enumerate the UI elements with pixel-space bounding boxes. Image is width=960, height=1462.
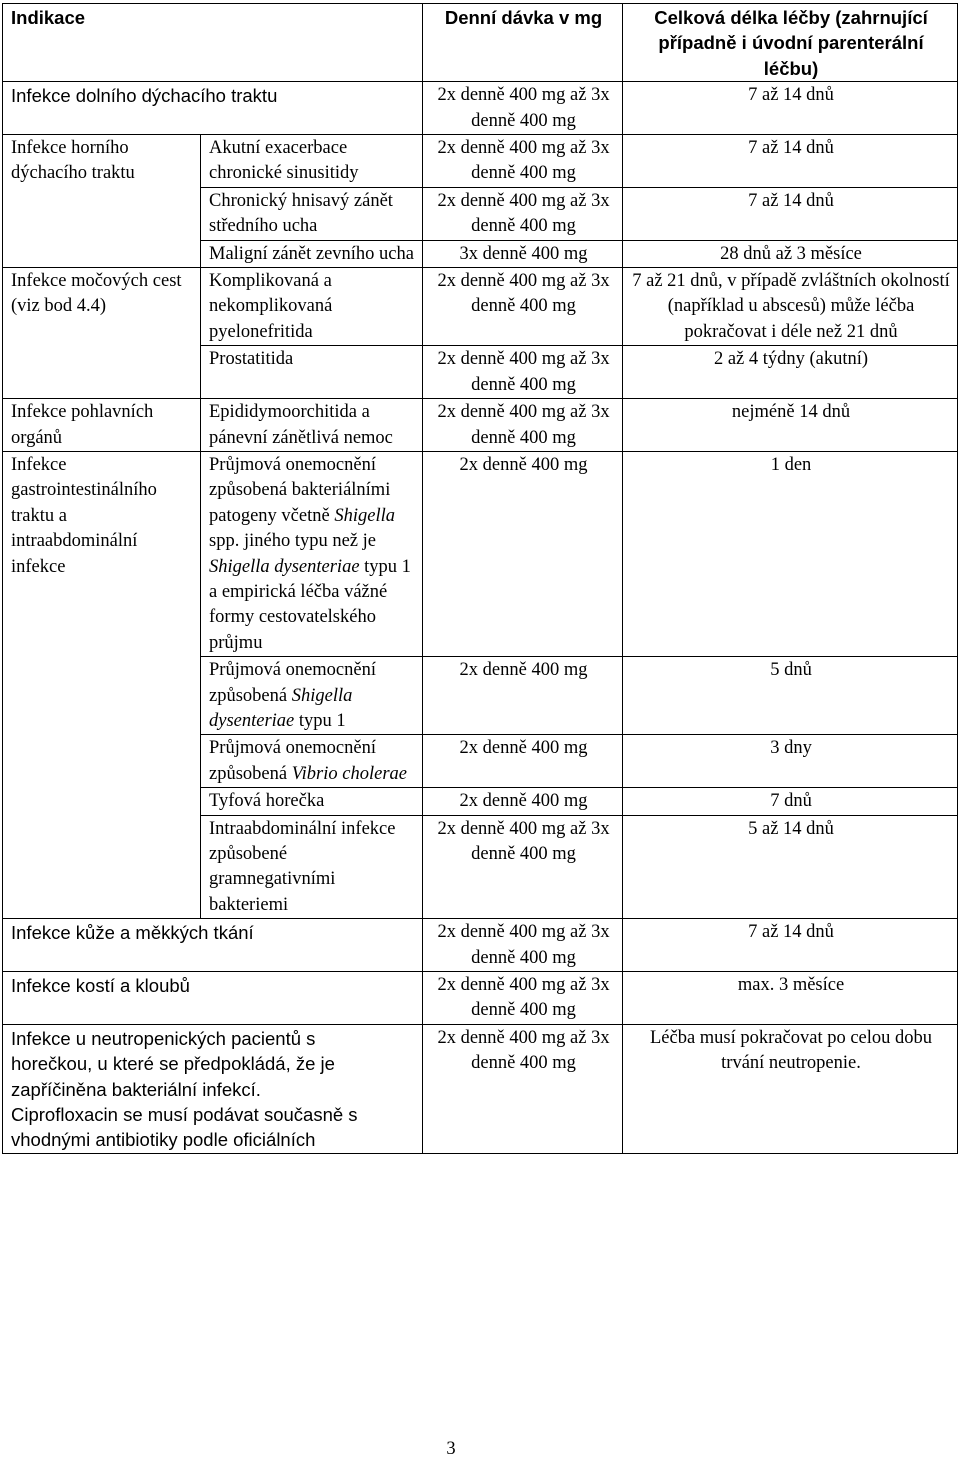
duration-cell: 7 dnů (623, 788, 958, 815)
dose-cell: 2x denně 400 mg (423, 788, 623, 815)
duration-cell: 28 dnů až 3 měsíce (623, 240, 958, 267)
table-row (3, 972, 958, 1025)
italic-organism: Vibrio cholerae (291, 763, 407, 784)
italic-organism: Shigella dysenteriae (209, 556, 360, 577)
group-urinary: Infekce močových cest (viz bod 4.4) (3, 268, 201, 399)
duration-cell: 1 den (623, 451, 958, 656)
dose-cell: 2x denně 400 mg až 3x denně 400 mg (423, 135, 623, 188)
duration-cell: 7 až 14 dnů (623, 135, 958, 188)
header-duration: Celková délka léčby (zahrnující případně i úvodní parenterální léčbu) (623, 4, 958, 82)
duration-cell: 3 dny (623, 735, 958, 788)
duration-cell: max. 3 měsíce (623, 972, 958, 1025)
text-part: Průjmová onemocnění způsobená (209, 738, 376, 784)
dose-cell: 2x denně 400 mg (423, 657, 623, 735)
dose-cell: 2x denně 400 mg až 3x denně 400 mg (423, 187, 623, 240)
group-gastrointestinal: Infekce gastrointestinálního traktu a intraabdominální infekce (3, 451, 201, 918)
indication-typhoid: Tyfová horečka (201, 788, 423, 815)
table-row (3, 919, 958, 972)
dose-cell: 2x denně 400 mg (423, 735, 623, 788)
indication-sinusitis: Akutní exacerbace chronické sinusitidy (201, 135, 423, 188)
duration-cell: Léčba musí pokračovat po celou dobu trvání neutropenie. (623, 1024, 958, 1153)
text-part: spp. jiného typu než je (209, 531, 376, 552)
dose-cell: 2x denně 400 mg až 3x denně 400 mg (423, 82, 623, 135)
indication-diarrhoea-shigella (201, 657, 423, 735)
duration-cell: 7 až 14 dnů (623, 82, 958, 135)
duration-cell: 7 až 21 dnů, v případě zvláštních okolností (například u abscesů) může léčba pokračovat i déle než 21 dnů (623, 268, 958, 346)
dose-cell: 2x denně 400 mg až 3x denně 400 mg (423, 1024, 623, 1153)
duration-cell: nejméně 14 dnů (623, 399, 958, 452)
indication-prostatitis: Prostatitida (201, 346, 423, 399)
table-row (3, 82, 958, 135)
indication-otitis-externa: Maligní zánět zevního ucha (201, 240, 423, 267)
dosage-table (2, 3, 958, 1154)
table-row (3, 135, 958, 188)
table-row (3, 1024, 958, 1153)
duration-cell: 7 až 14 dnů (623, 919, 958, 972)
text-part: Průjmová onemocnění způsobená (209, 660, 376, 706)
text-part: typu 1 (298, 710, 346, 731)
dose-cell: 2x denně 400 mg až 3x denně 400 mg (423, 919, 623, 972)
duration-cell: 2 až 4 týdny (akutní) (623, 346, 958, 399)
dose-cell: 2x denně 400 mg až 3x denně 400 mg (423, 972, 623, 1025)
header-row (3, 4, 958, 82)
group-upper-respiratory: Infekce horního dýchacího traktu (3, 135, 201, 268)
dose-cell: 2x denně 400 mg až 3x denně 400 mg (423, 268, 623, 346)
indication-diarrhoea-bacterial (201, 451, 423, 656)
header-indication: Indikace (3, 4, 423, 82)
dose-cell: 2x denně 400 mg (423, 451, 623, 656)
dose-cell: 2x denně 400 mg až 3x denně 400 mg (423, 399, 623, 452)
duration-cell: 7 až 14 dnů (623, 187, 958, 240)
text-part: typu 1 a empirická léčba vážné formy cestovatelského průjmu (209, 556, 411, 653)
italic-organism: Shigella dysenteriae (209, 685, 353, 731)
dose-cell: 2x denně 400 mg až 3x denně 400 mg (423, 815, 623, 919)
indication-bone: Infekce kostí a kloubů (3, 972, 423, 1025)
italic-organism: Shigella (334, 505, 395, 526)
table-row (3, 268, 958, 346)
duration-cell: 5 až 14 dnů (623, 815, 958, 919)
header-daily-dose: Denní dávka v mg (423, 4, 623, 82)
dose-cell: 3x denně 400 mg (423, 240, 623, 267)
page-number: 3 (446, 1439, 456, 1459)
table-row (3, 399, 958, 452)
text-part: Průjmová onemocnění způsobená bakteriálními patogeny včetně (209, 454, 391, 526)
indication-neutropenic: Infekce u neutropenických pacientů s horečkou, u které se předpokládá, že je zapříčiněna bakteriální infekcí. Ciprofloxacin se musí podávat současně s vhodnými antibiotiky podle oficiálních (3, 1024, 423, 1153)
indication-lower-respiratory: Infekce dolního dýchacího traktu (3, 82, 423, 135)
duration-cell: 5 dnů (623, 657, 958, 735)
indication-otitis-media: Chronický hnisavý zánět středního ucha (201, 187, 423, 240)
dose-cell: 2x denně 400 mg až 3x denně 400 mg (423, 346, 623, 399)
indication-epididymoorchitis: Epididymoorchitida a pánevní zánětlivá nemoc (201, 399, 423, 452)
indication-pyelonephritis: Komplikovaná a nekomplikovaná pyelonefritida (201, 268, 423, 346)
indication-diarrhoea-vibrio (201, 735, 423, 788)
table-row (3, 451, 958, 656)
group-genital: Infekce pohlavních orgánů (3, 399, 201, 452)
indication-skin: Infekce kůže a měkkých tkání (3, 919, 423, 972)
indication-intraabdominal: Intraabdominální infekce způsobené gramnegativními bakteriemi (201, 815, 423, 919)
